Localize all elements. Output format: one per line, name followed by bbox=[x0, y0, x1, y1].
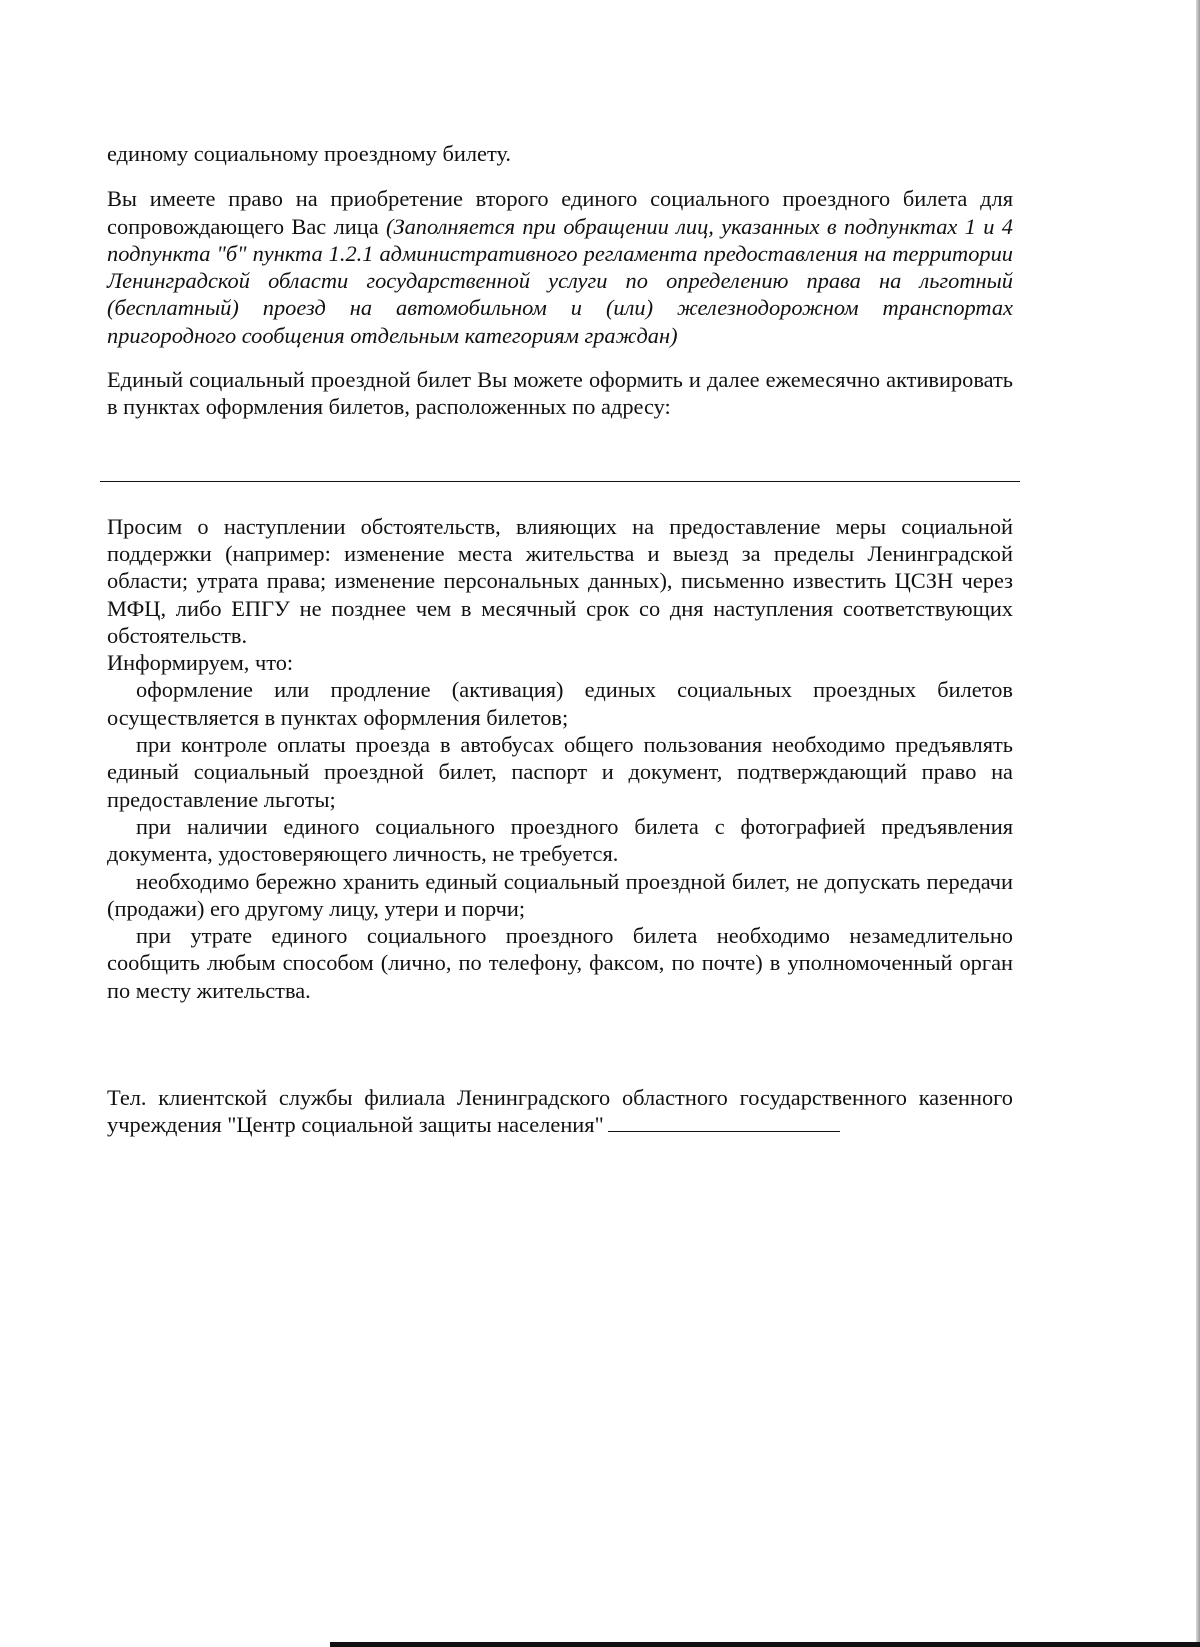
inform-item: при утрате единого социального проездного билета необходимо незамедлительно сообщить любым способом (лично, по телефону, факсом, по почте) в уполномоченный орган по месту жительства. bbox=[107, 923, 1013, 1003]
scan-edge-right bbox=[1196, 0, 1200, 1647]
inform-item: необходимо бережно хранить единый социальный проездной билет, не допускать передачи (продажи) его другому лицу, утери и порчи; bbox=[107, 868, 1013, 921]
registration-paragraph: Единый социальный проездной билет Вы можете оформить и далее ежемесячно активировать в пунктах оформления билетов, расположенных по адресу: bbox=[107, 367, 1013, 420]
second-ticket-text: Вы имеете право на приобретение второго единого социального проездного билета для сопровождающего Вас лица bbox=[107, 186, 1013, 239]
inform-heading: Информируем, что: bbox=[107, 650, 294, 676]
phone-blank-line bbox=[608, 1111, 840, 1132]
intro-fragment: единому социальному проездному билету. bbox=[107, 141, 511, 166]
address-blank bbox=[107, 421, 1013, 513]
document-page bbox=[107, 140, 1013, 1139]
inform-item: оформление или продление (активация) единых социальных проездных билетов осуществляется в пунктах оформления билетов; bbox=[107, 677, 1013, 730]
second-ticket-note: (Заполняется при обращении лиц, указанных в подпунктах 1 и 4 подпункта "б" пункта 1.2.1 административного регламента предоставления на территории Ленинградской области государственной услуги по определению права на льготный (бесплатный) проезд на автомобильном и (или) железнодорожном транспортах пригородного сообщения отдельным категориям граждан) bbox=[107, 213, 1013, 348]
scan-edge-bottom bbox=[330, 1642, 1200, 1647]
request-paragraph: Просим о наступлении обстоятельств, влияющих на предоставление меры социальной поддержки (например: изменение места жительства и выезд за пределы Ленинградской области; утрата права; изменение персональных данных), письменно известить ЦСЗН через МФЦ, либо ЕПГУ не позднее чем в месячный срок со дня наступления соответствующих обстоятельств. bbox=[107, 513, 1013, 648]
phone-paragraph bbox=[107, 1084, 1013, 1139]
phone-line: Тел. клиентской службы филиала Ленинградского областного государственного казенного учреждения "Центр социальной защиты населения" bbox=[107, 1085, 1013, 1138]
inform-item: при контроле оплаты проезда в автобусах общего пользования необходимо предъявлять единый социальный проездной билет, паспорт и документ, подтверждающий право на предоставление льготы; bbox=[107, 732, 1013, 812]
second-ticket-paragraph bbox=[107, 185, 1013, 349]
inform-item: при наличии единого социального проездного билета с фотографией предъявления документа, удостоверяющего личность, не требуется. bbox=[107, 813, 1013, 867]
address-rule bbox=[100, 481, 1020, 482]
